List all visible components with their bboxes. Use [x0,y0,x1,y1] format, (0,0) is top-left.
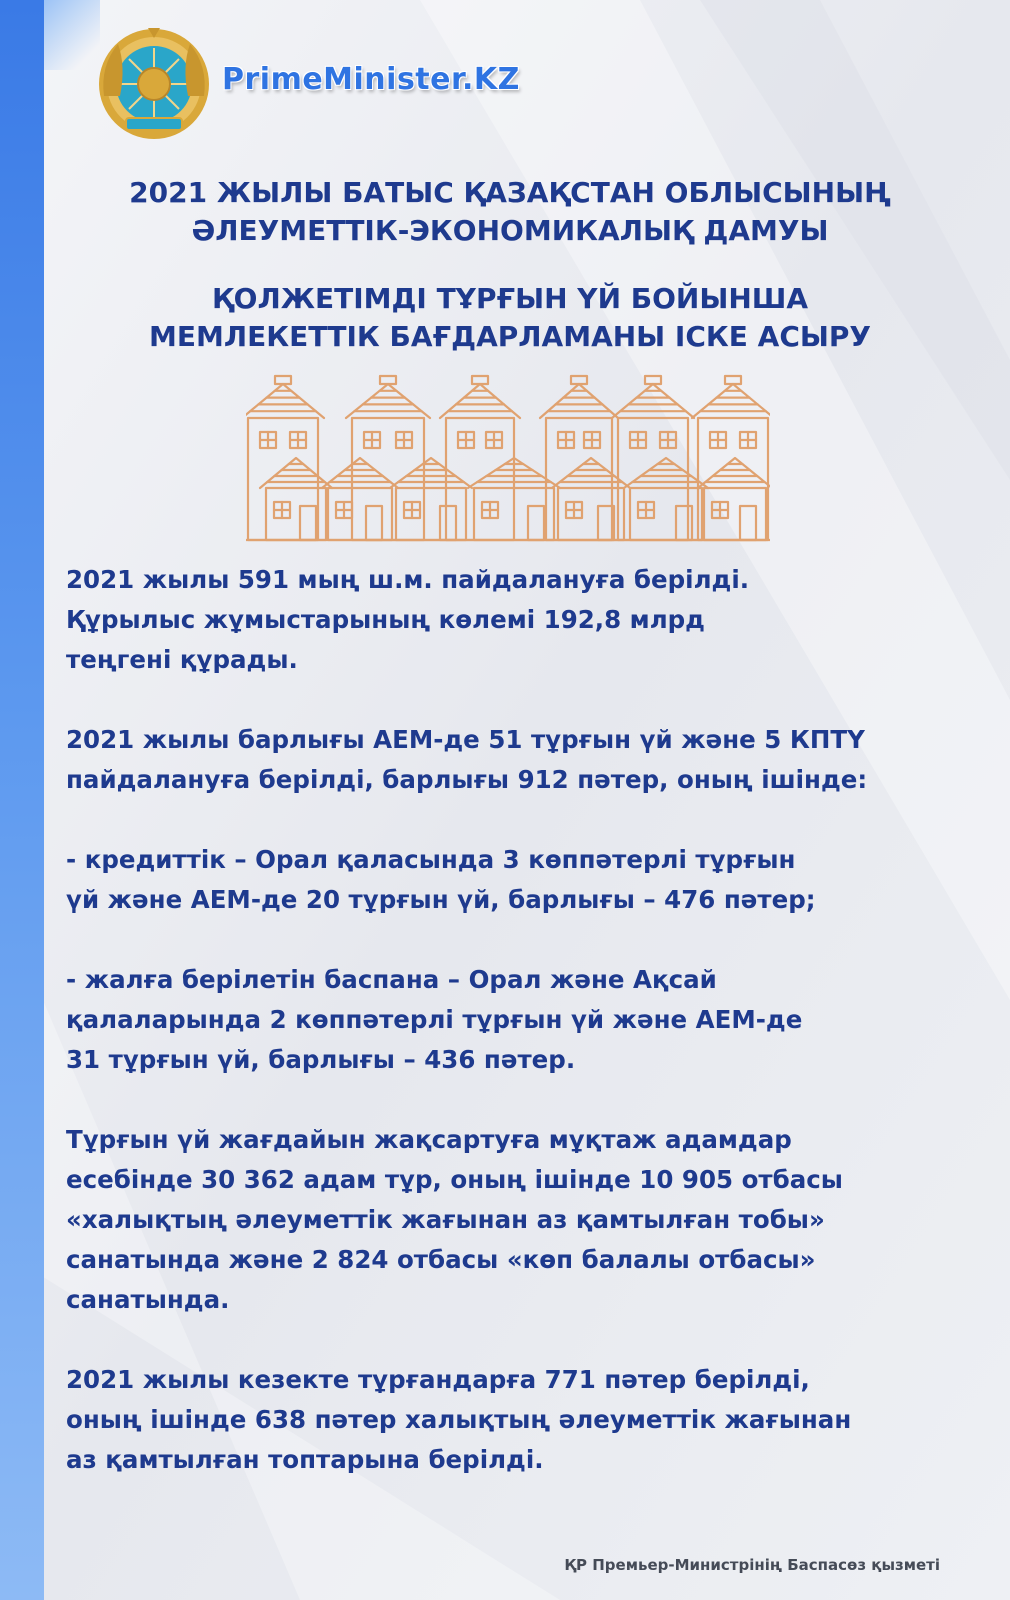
paragraph-line: үй және АЕМ-де 20 тұрғын үй, барлығы – 476 пәтер; [66,885,816,914]
subtitle-line: ҚОЛЖЕТІМДІ ТҰРҒЫН ҮЙ БОЙЫНША [211,282,809,315]
title-line: 2021 ЖЫЛЫ БАТЫС ҚАЗАҚСТАН ОБЛЫСЫНЫҢ [129,176,891,209]
paragraph-line: пайдалануға берілді, барлығы 912 пәтер, оның ішінде: [66,765,868,794]
page-title [60,174,960,250]
paragraph [66,720,976,800]
paragraph-line: 2021 жылы барлығы АЕМ-де 51 тұрғын үй және 5 КПТҮ [66,725,865,754]
paragraph [66,1360,976,1480]
paragraph-line: теңгені құрады. [66,645,298,674]
paragraph-line: аз қамтылған топтарына берілді. [66,1445,544,1474]
paragraph-line: Тұрғын үй жағдайын жақсартуға мұқтаж адамдар [66,1125,792,1154]
page-subtitle [60,280,960,356]
footer-credit: ҚР Премьер-Министрінің Баспасөз қызметі [564,1556,940,1574]
paragraph [66,840,976,920]
paragraph-line: «халықтың әлеуметтік жағынан аз қамтылған тобы» [66,1205,825,1234]
paragraph-line: 2021 жылы 591 мың ш.м. пайдалануға берілді. [66,565,750,594]
title-line: ӘЛЕУМЕТТІК-ЭКОНОМИКАЛЫҚ ДАМУЫ [191,214,829,247]
paragraph-line: - жалға берілетін баспана – Орал және Ақсай [66,965,717,994]
paragraph-line: 31 тұрғын үй, барлығы – 436 пәтер. [66,1045,576,1074]
paragraph-line: есебінде 30 362 адам тұр, оның ішінде 10 905 отбасы [66,1165,843,1194]
paragraph-line: Құрылыс жұмыстарының көлемі 192,8 млрд [66,605,705,634]
article-body [66,560,976,1520]
kazakhstan-state-emblem-icon [96,26,212,142]
subtitle-line: МЕМЛЕКЕТТІК БАҒДАРЛАМАНЫ ІСКЕ АСЫРУ [149,320,871,353]
paragraph [66,560,976,680]
brand-logo-text: PrimeMinister.KZ [222,62,520,97]
paragraph [66,1120,976,1320]
paragraph [66,960,976,1080]
paragraph-line: оның ішінде 638 пәтер халықтың әлеуметтік жағынан [66,1405,852,1434]
corner-gleam [44,0,100,70]
paragraph-line: қалаларында 2 көппәтерлі тұрғын үй және АЕМ-де [66,1005,803,1034]
side-accent-stripe [0,0,44,1600]
paragraph-line: санатында және 2 824 отбасы «көп балалы отбасы» [66,1245,816,1274]
houses-icon [246,374,770,542]
paragraph-line: 2021 жылы кезекте тұрғандарға 771 пәтер берілді, [66,1365,810,1394]
paragraph-line: санатында. [66,1285,230,1314]
paragraph-line: - кредиттік – Орал қаласында 3 көппәтерлі тұрғын [66,845,796,874]
